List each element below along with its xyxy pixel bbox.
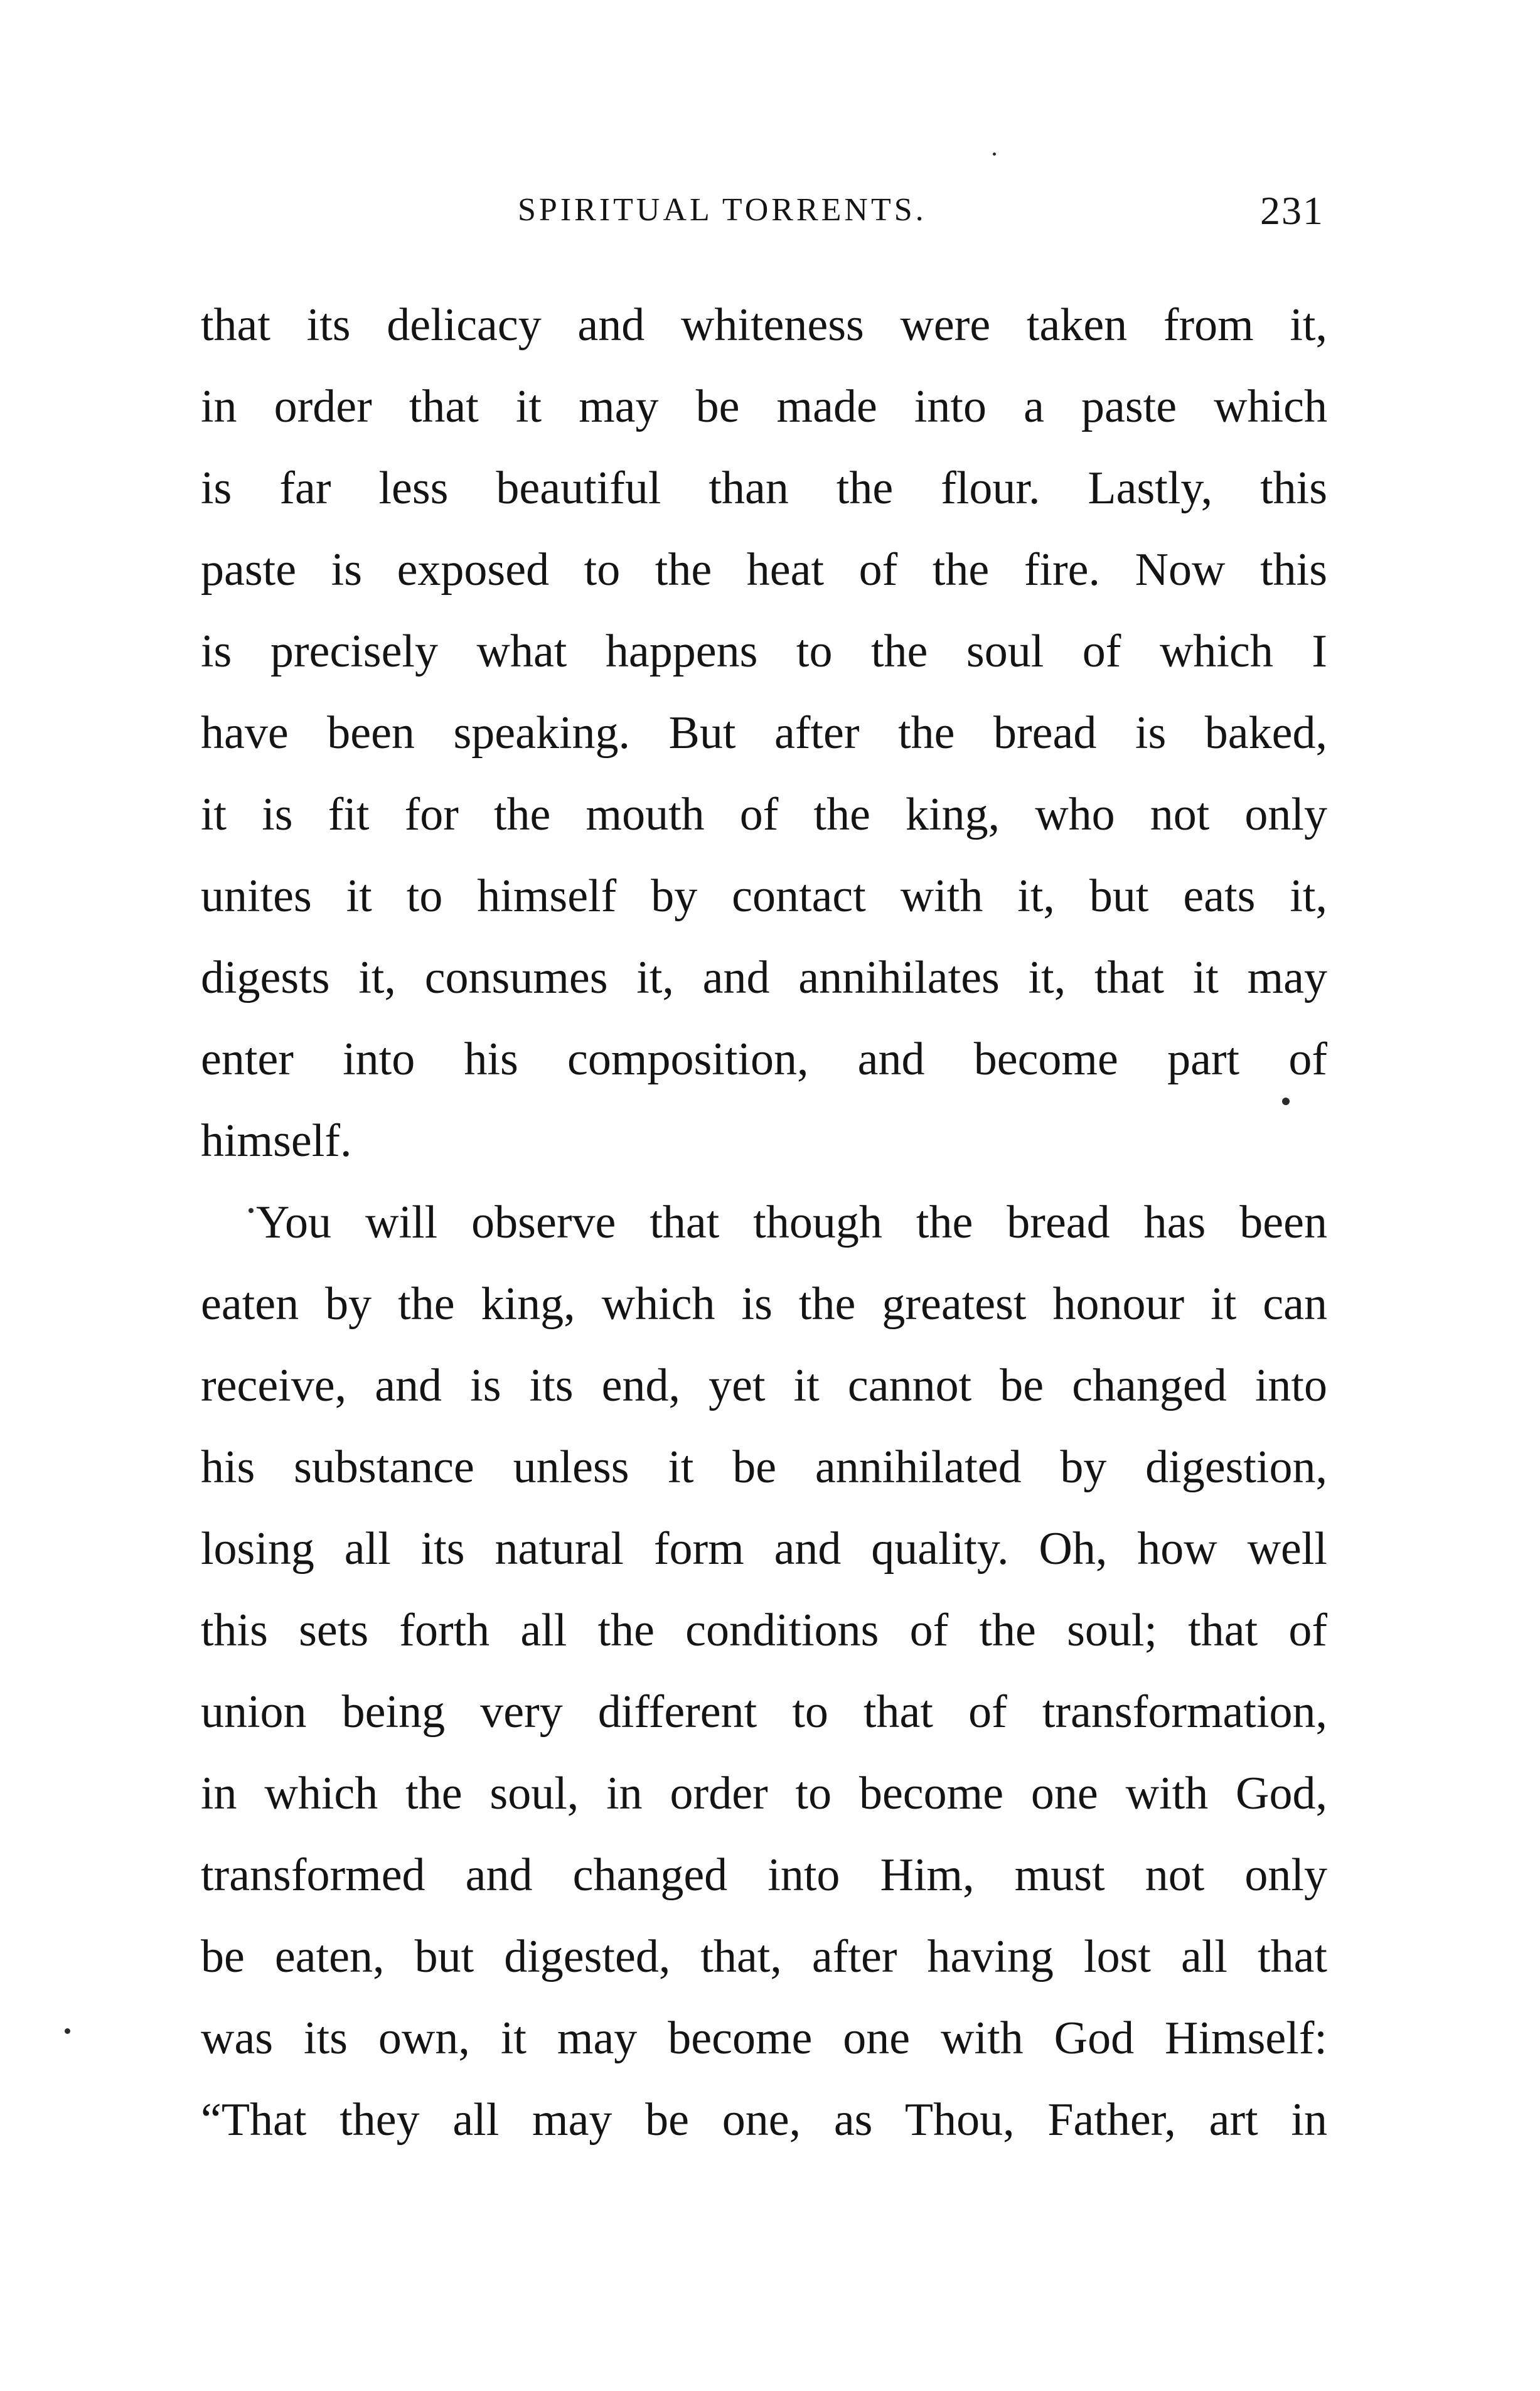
- text-line: unites it to himself by contact with it, but eats it,: [201, 870, 1327, 922]
- running-title: SPIRITUAL TORRENTS.: [518, 192, 927, 228]
- text-line: in which the soul, in order to become one with God,: [201, 1768, 1327, 1819]
- text-line: losing all its natural form and quality. Oh, how well: [201, 1523, 1327, 1575]
- paragraph: [201, 1192, 1327, 2171]
- text-line: is far less beautiful than the flour. Lastly, this: [201, 463, 1327, 514]
- text-line: in order that it may be made into a paste which: [201, 381, 1327, 432]
- text-line: himself.: [201, 1115, 352, 1167]
- text-line: be eaten, but digested, that, after having lost all that: [201, 1931, 1327, 1982]
- text-line: digests it, consumes it, and annihilates it, that it may: [201, 952, 1327, 1003]
- page-header: [201, 188, 1324, 242]
- text-line: his substance unless it be annihilated by digestion,: [201, 1442, 1327, 1493]
- print-speck: [1282, 1098, 1290, 1105]
- text-line: “That they all may be one, as Thou, Father, art in: [201, 2094, 1327, 2146]
- text-line: union being very different to that of transformation,: [201, 1686, 1327, 1738]
- text-line: is precisely what happens to the soul of which I: [201, 626, 1327, 677]
- page-number: 231: [1260, 188, 1324, 233]
- print-speck: [993, 152, 996, 156]
- paragraph: [201, 295, 1327, 1192]
- text-line: eaten by the king, which is the greatest honour it can: [201, 1278, 1327, 1330]
- text-line: was its own, it may become one with God Himself:: [201, 2013, 1327, 2064]
- print-speck: [249, 1208, 254, 1213]
- text-line: enter into his composition, and become part of: [201, 1034, 1327, 1085]
- text-line: have been speaking. But after the bread is baked,: [201, 707, 1327, 759]
- text-line: You will observe that though the bread has been: [256, 1197, 1327, 1248]
- text-line: receive, and is its end, yet it cannot be changed into: [201, 1360, 1327, 1411]
- print-speck: [65, 2028, 70, 2034]
- text-line: it is fit for the mouth of the king, who not only: [201, 789, 1327, 840]
- text-line: that its delicacy and whiteness were taken from it,: [201, 299, 1327, 351]
- text-line: this sets forth all the conditions of the soul; that of: [201, 1605, 1327, 1656]
- body-text: [201, 295, 1327, 2171]
- text-line: paste is exposed to the heat of the fire. Now this: [201, 544, 1327, 596]
- text-line: transformed and changed into Him, must not only: [201, 1849, 1327, 1901]
